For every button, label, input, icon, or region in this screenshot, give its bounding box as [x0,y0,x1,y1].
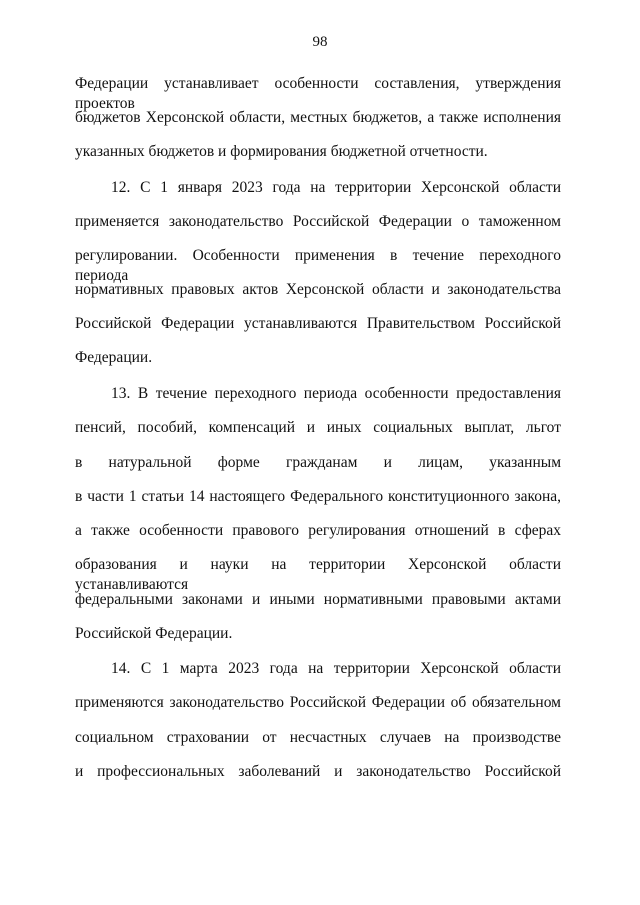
text-line: в части 1 статьи 14 настоящего Федерального конституционного закона, [75,488,561,505]
page-number: 98 [312,34,328,50]
text-line: Федерации устанавливает особенности составления, утверждения проектов [75,75,561,112]
text-line: образования и науки на территории Херсонской области устанавливаются [75,556,561,593]
text-line: и профессиональных заболеваний и законодательство Российской [75,763,561,780]
text-line: указанных бюджетов и формирования бюджетной отчетности. [75,143,488,160]
text-line: в натуральной форме гражданам и лицам, указанным [75,454,561,471]
text-line: 14. С 1 марта 2023 года на территории Херсонской области [111,660,561,677]
text-line: применяется законодательство Российской Федерации о таможенном [75,213,561,230]
text-line: 12. С 1 января 2023 года на территории Херсонской области [111,179,561,196]
text-line: федеральными законами и иными нормативными правовыми актами [75,591,561,608]
text-line: Федерации. [75,349,153,366]
text-line: социальном страховании от несчастных случаев на производстве [75,729,561,746]
text-line: регулировании. Особенности применения в течение переходного периода [75,247,561,284]
text-line: 13. В течение переходного периода особенности предоставления [111,385,561,402]
text-line: Российской Федерации. [75,625,233,642]
text-line: применяются законодательство Российской Федерации об обязательном [75,694,561,711]
text-line: а также особенности правового регулирования отношений в сферах [75,522,561,539]
text-line: нормативных правовых актов Херсонской области и законодательства [75,281,561,298]
text-line: пенсий, пособий, компенсаций и иных социальных выплат, льгот [75,419,561,436]
text-line: Российской Федерации устанавливаются Правительством Российской [75,315,561,332]
text-line: бюджетов Херсонской области, местных бюджетов, а также исполнения [75,109,561,126]
